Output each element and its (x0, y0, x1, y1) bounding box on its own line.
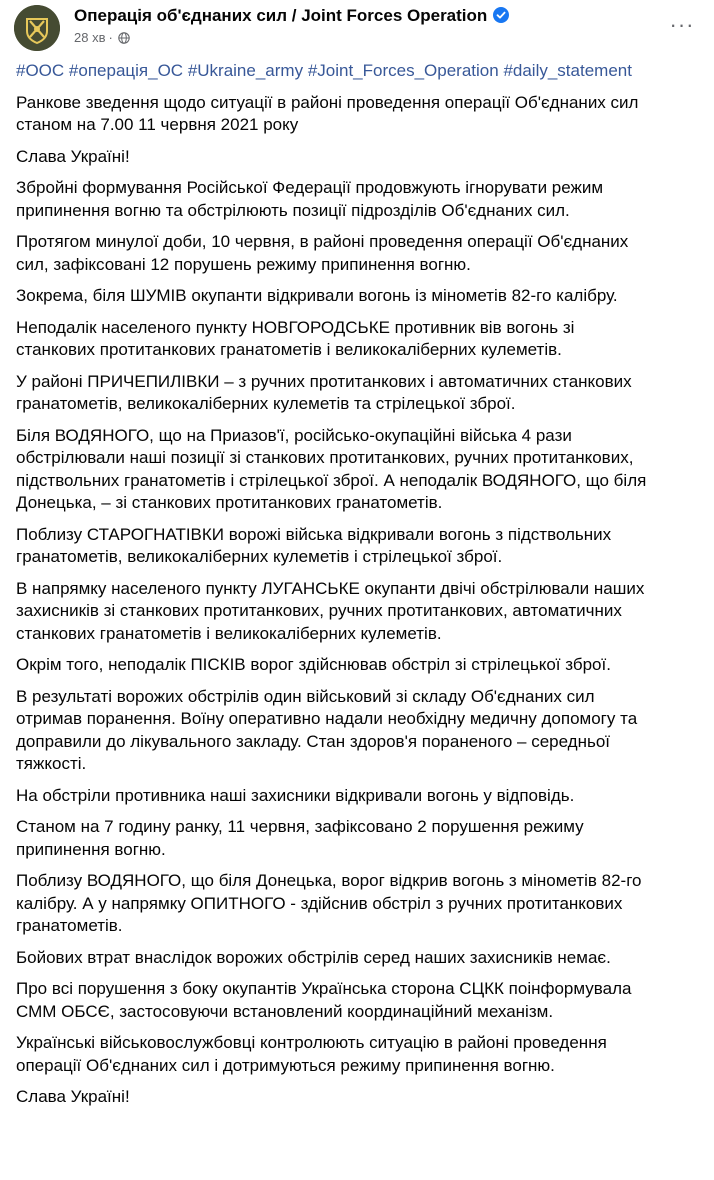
paragraph-line: тяжкості. (16, 754, 87, 773)
post-paragraph (16, 578, 706, 646)
paragraph-line: Про всі порушення з боку окупантів Українська сторона СЦКК поінформувала (16, 979, 632, 998)
post-paragraph (16, 947, 706, 970)
post-paragraph (16, 654, 706, 677)
paragraph-line: обстрілювали наші позиції зі станкових протитанкових, ручних протитанкових, (16, 448, 634, 467)
paragraph-line: Неподалік населеного пункту НОВГОРОДСЬКЕ противник вів вогонь зі (16, 317, 575, 337)
paragraph-line: Збройні формування Російської Федерації продовжують ігнорувати режим (16, 178, 604, 197)
post-paragraph (16, 146, 706, 169)
post-paragraph (16, 816, 706, 861)
paragraph-line: СММ ОБСЄ, застосовуючи встановлений координаційний механізм. (16, 1001, 554, 1021)
post-paragraph (16, 177, 706, 222)
paragraph-line: станкових протитанкових гранатометів і великокаліберних кулеметів. (16, 340, 562, 359)
post-paragraph (16, 524, 706, 569)
paragraph-line: Ранкове зведення щодо ситуації в районі проведення операції Об'єднаних сил (16, 92, 639, 112)
post-paragraph (16, 231, 706, 276)
hashtag-line (16, 60, 706, 83)
post-meta (74, 30, 130, 46)
paragraph-line: Протягом минулої доби, 10 червня, в районі проведення операції Об'єднаних (16, 232, 629, 251)
verified-badge-icon (493, 7, 509, 23)
post-paragraph (16, 425, 706, 515)
paragraph-line: отримав поранення. Воїну оперативно надали необхідну медичну допомогу та (16, 709, 638, 728)
paragraph-line: гранатометів. (16, 916, 123, 935)
hashtag-link[interactable]: #операція_ОС (68, 61, 184, 80)
post-paragraph (16, 870, 706, 938)
paragraph-line: Поблизу ВОДЯНОГО, що біля Донецька, ворог відкрив вогонь з мінометів 82-го (16, 871, 642, 890)
post-paragraph (16, 285, 706, 308)
post-paragraph (16, 371, 706, 416)
post-paragraph (16, 686, 706, 776)
post-timestamp[interactable]: 28 хв (74, 30, 106, 45)
paragraph-line: гранатометів, великокаліберних кулеметів і стрілецької зброї. (16, 547, 503, 566)
paragraph-line: Українські військовослужбовці контролюють ситуацію в районі проведення (16, 1033, 607, 1052)
post-paragraph (16, 92, 706, 137)
paragraph-line: Окрім того, неподалік ПІСКІВ ворог здійснював обстріл зі стрілецької зброї. (16, 655, 611, 674)
paragraph-line: припинення вогню. (16, 839, 166, 859)
paragraph-line: Слава Україні! (16, 146, 130, 166)
paragraph-line: підствольних гранатометів і стрілецької зброї. А неподалік ВОДЯНОГО, що біля (16, 470, 647, 490)
hashtag-link[interactable]: #daily_statement (503, 61, 632, 80)
paragraph-line: сил, зафіксовані 12 порушень режиму припинення вогню. (16, 254, 471, 274)
paragraph-line: Біля ВОДЯНОГО, що на Приазов'ї, російсько-окупаційні війська 4 рази (16, 425, 572, 445)
paragraph-line: станкових гранатометів і великокаліберних кулеметів. (16, 623, 442, 643)
paragraph-line: Слава Україні! (16, 1087, 130, 1106)
paragraph-line: Зокрема, біля ШУМІВ окупанти відкривали вогонь із мінометів 82-го калібру. (16, 286, 618, 305)
hashtag-link[interactable]: #Joint_Forces_Operation (307, 61, 499, 80)
post-paragraph (16, 317, 706, 362)
hashtag-link[interactable]: #ООС (16, 61, 65, 80)
meta-separator: · (108, 30, 113, 45)
paragraph-line: В результаті ворожих обстрілів один військовий зі складу Об'єднаних сил (16, 686, 595, 706)
hashtag-link[interactable]: #Ukraine_army (187, 61, 304, 80)
paragraph-line: припинення вогню та обстрілюють позиції підрозділів Об'єднаних сил. (16, 200, 570, 220)
paragraph-line: Станом на 7 годину ранку, 11 червня, зафіксовано 2 порушення режиму (16, 817, 584, 836)
paragraph-line: В напрямку населеного пункту ЛУГАНСЬКЕ окупанти двічі обстрілювали наших (16, 578, 645, 598)
globe-icon (118, 32, 130, 44)
post-paragraph (16, 1032, 706, 1077)
post-header (14, 4, 700, 56)
paragraph-line: калібру. А у напрямку ОПИТНОГО - здійснив обстріл з ручних протитанкових (16, 893, 623, 913)
paragraph-line: Поблизу СТАРОГНАТІВКИ ворожі війська відкривали вогонь з підствольних (16, 524, 612, 544)
paragraph-line: станом на 7.00 11 червня 2021 року (16, 115, 299, 134)
post-paragraph (16, 978, 706, 1023)
jfo-emblem-icon (14, 5, 60, 51)
more-options-button[interactable]: ··· (669, 12, 695, 37)
paragraph-line: У районі ПРИЧЕПИЛІВКИ – з ручних протитанкових і автоматичних станкових (16, 371, 632, 391)
paragraph-line: На обстріли противника наші захисники відкривали вогонь у відповідь. (16, 785, 575, 805)
paragraph-line: Бойових втрат внаслідок ворожих обстрілів серед наших захисників немає. (16, 947, 611, 967)
paragraph-line: операції Об'єднаних сил і дотримуються режиму припинення вогню. (16, 1055, 555, 1075)
paragraph-line: гранатометів, великокаліберних кулеметів та стрілецької зброї. (16, 394, 516, 413)
page-name-link[interactable]: Операція об'єднаних сил / Joint Forces Operation (74, 6, 488, 25)
paragraph-line: Донецька, – зі станкових протитанкових гранатометів. (16, 493, 443, 512)
page-avatar[interactable] (14, 5, 60, 51)
post-paragraph (16, 785, 706, 808)
paragraph-line: доправили до лікувального закладу. Стан здоров'я пораненого – середньої (16, 731, 611, 751)
paragraph-line: захисників зі станкових протитанкових, ручних протитанкових, автоматичних (16, 601, 622, 620)
post-paragraph (16, 1086, 706, 1109)
post-body (16, 60, 706, 1118)
